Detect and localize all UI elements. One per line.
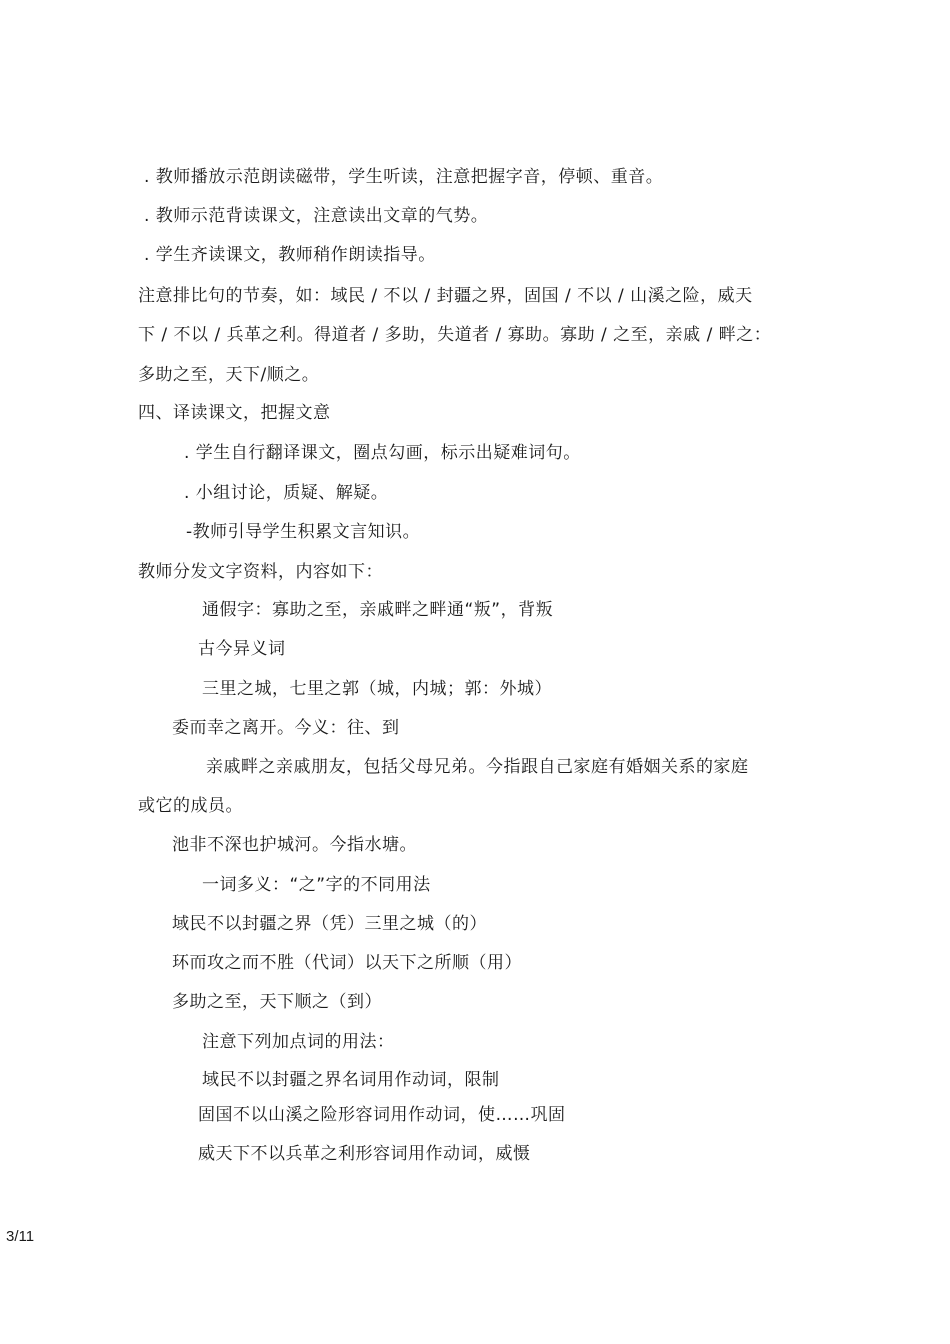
text-line-22: 多助之至，天下顺之（到） [172, 992, 382, 1012]
page-number: 3/11 [6, 1228, 35, 1245]
text-line-15: 委而幸之离开。今义：往、到 [172, 718, 400, 738]
text-line-26: 威天下不以兵革之利形容词用作动词，威慑 [198, 1144, 531, 1164]
text-line-20: 域民不以封疆之界（凭）三里之城（的） [172, 914, 487, 934]
text-line-11: 教师分发文字资料，内容如下： [138, 562, 383, 582]
text-line-4: 注意排比句的节奏，如：域民 / 不以 / 封疆之界，固国 / 不以 / 山溪之险，威天 [138, 286, 753, 306]
text-line-8: . 学生自行翻译课文，圈点勾画，标示出疑难词句。 [184, 443, 581, 463]
text-line-9: . 小组讨论，质疑、解疑。 [184, 483, 389, 503]
text-line-16: 亲戚畔之亲戚朋友，包括父母兄弟。今指跟自己家庭有婚姻关系的家庭 [206, 757, 749, 777]
text-line-17: 或它的成员。 [138, 796, 243, 816]
text-line-12: 通假字：寡助之至，亲戚畔之畔通“叛”，背叛 [202, 600, 554, 620]
text-line-10: -教师引导学生积累文言知识。 [186, 522, 421, 542]
text-line-13: 古今异义词 [198, 639, 286, 659]
text-line-1: . 教师播放示范朗读磁带，学生听读，注意把握字音，停顿、重音。 [144, 167, 664, 187]
text-line-18: 池非不深也护城河。今指水塘。 [172, 835, 417, 855]
text-line-2: . 教师示范背读课文，注意读出文章的气势。 [144, 206, 489, 226]
text-line-5: 下 / 不以 / 兵革之利。得道者 / 多助，失道者 / 寡助。寡助 / 之至，亲戚 / 畔之： [138, 325, 772, 345]
text-line-19: 一词多义：“之”字的不同用法 [202, 875, 431, 895]
text-line-6: 多助之至，天下/顺之。 [138, 365, 320, 385]
text-line-14: 三里之城，七里之郭（城，内城；郭：外城） [202, 679, 552, 699]
text-line-3: . 学生齐读课文，教师稍作朗读指导。 [144, 245, 436, 265]
text-line-25: 固国不以山溪之险形容词用作动词，使……巩固 [198, 1105, 566, 1125]
text-line-23: 注意下列加点词的用法： [202, 1032, 395, 1052]
text-line-21: 环而攻之而不胜（代词）以天下之所顺（用） [172, 953, 522, 973]
text-line-24: 域民不以封疆之界名词用作动词，限制 [202, 1070, 500, 1090]
section-heading: 四、译读课文，把握文意 [138, 403, 331, 423]
